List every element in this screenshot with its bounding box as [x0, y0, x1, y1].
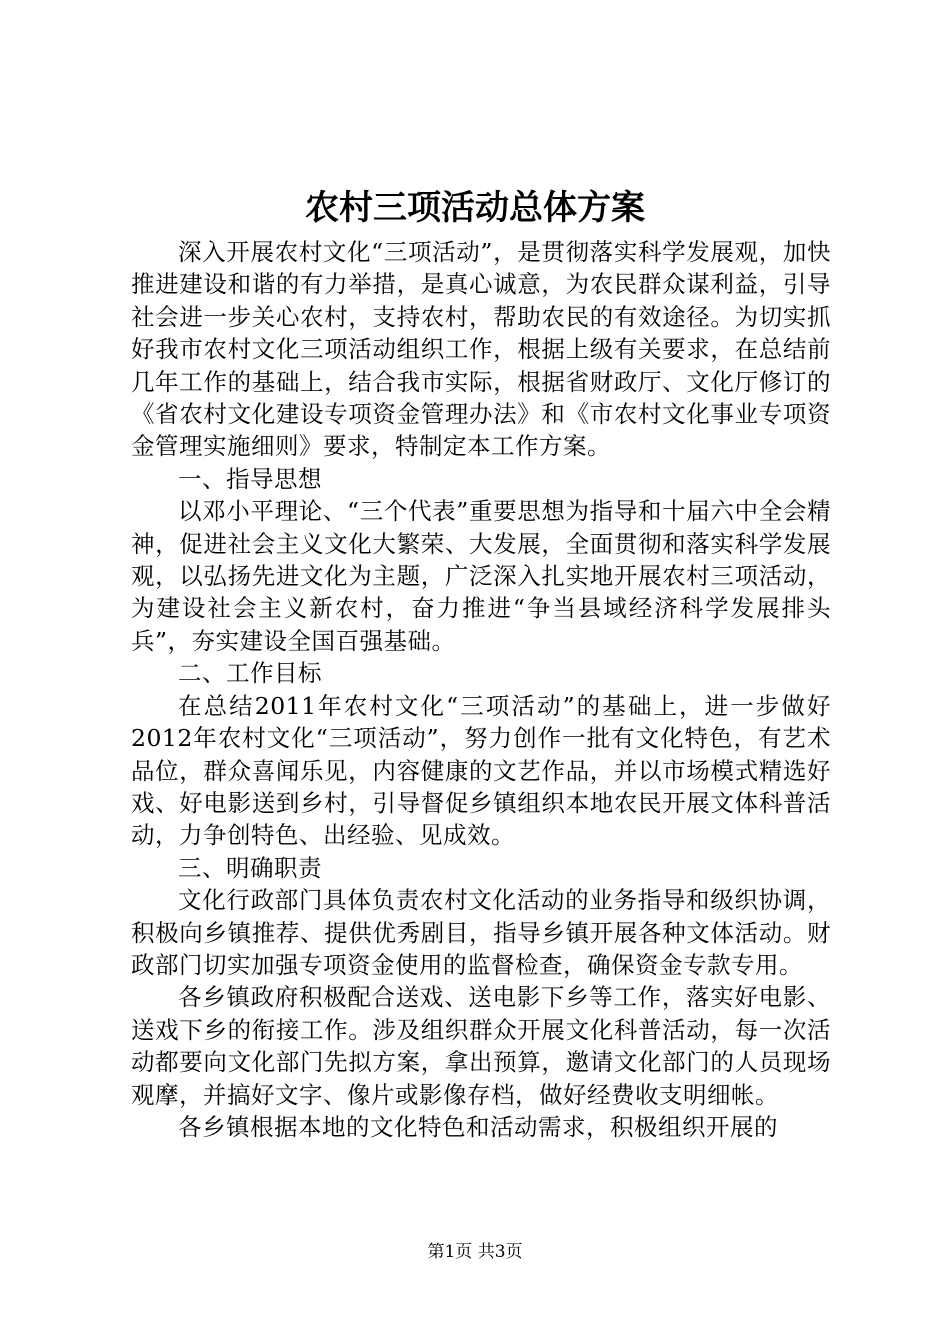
responsibilities-paragraph-1: 文化行政部门具体负责农村文化活动的业务指导和级织协调，积极向乡镇推荐、提供优秀剧目，指导乡镇开展各种文体活动。财政部门切实加强专项资金使用的监督检查，确保资金专款专用。 — [131, 886, 831, 979]
guiding-ideology-paragraph: 以邓小平理论、“三个代表”重要思想为指导和十届六中全会精神，促进社会主义文化大繁荣、大发展，全面贯彻和落实科学发展观，以弘扬先进文化为主题，广泛深入扎实地开展农村三项活动，为建设社会主义新农村，奋力推进“争当县域经济科学发展排头兵”，夯实建设全国百强基础。 — [131, 497, 831, 655]
responsibilities-paragraph-3: 各乡镇根据本地的文化特色和活动需求，积极组织开展的 — [178, 1112, 778, 1141]
intro-paragraph: 深入开展农村文化“三项活动”，是贯彻落实科学发展观，加快推进建设和谐的有力举措，是真心诚意，为农民群众谋利益，引导社会进一步关心农村，支持农村，帮助农民的有效途径。为切实抓好我市农村文化三项活动组织工作，根据上级有关要求，在总结前几年工作的基础上，结合我市实际，根据省财政厅、文化厅修订的《省农村文化建设专项资金管理办法》和《市农村文化事业专项资金管理实施细则》要求，特制定本工作方案。 — [131, 238, 831, 461]
section-heading-responsibilities: 三、明确职责 — [178, 853, 322, 882]
page-footer: 第1页 共3页 — [427, 1242, 523, 1262]
document-body — [131, 236, 831, 1143]
section-heading-guiding-ideology: 一、指导思想 — [178, 464, 322, 493]
section-heading-work-goals: 二、工作目标 — [178, 659, 322, 688]
work-goals-paragraph: 在总结2011年农村文化“三项活动”的基础上，进一步做好2012年农村文化“三项活动”，努力创作一批有文化特色，有艺术品位，群众喜闻乐见，内容健康的文艺作品，并以市场模式精选好戏、好电影送到乡村，引导督促乡镇组织本地农民开展文体科普活动，力争创特色、出经验、见成效。 — [131, 691, 831, 850]
responsibilities-paragraph-2: 各乡镇政府积极配合送戏、送电影下乡等工作，落实好电影、送戏下乡的衔接工作。涉及组织群众开展文化科普活动，每一次活动都要向文化部门先拟方案，拿出预算，邀请文化部门的人员现场观摩，并搞好文字、像片或影像存档，做好经费收支明细帐。 — [131, 983, 831, 1109]
document-title: 农村三项活动总体方案 — [305, 188, 645, 228]
